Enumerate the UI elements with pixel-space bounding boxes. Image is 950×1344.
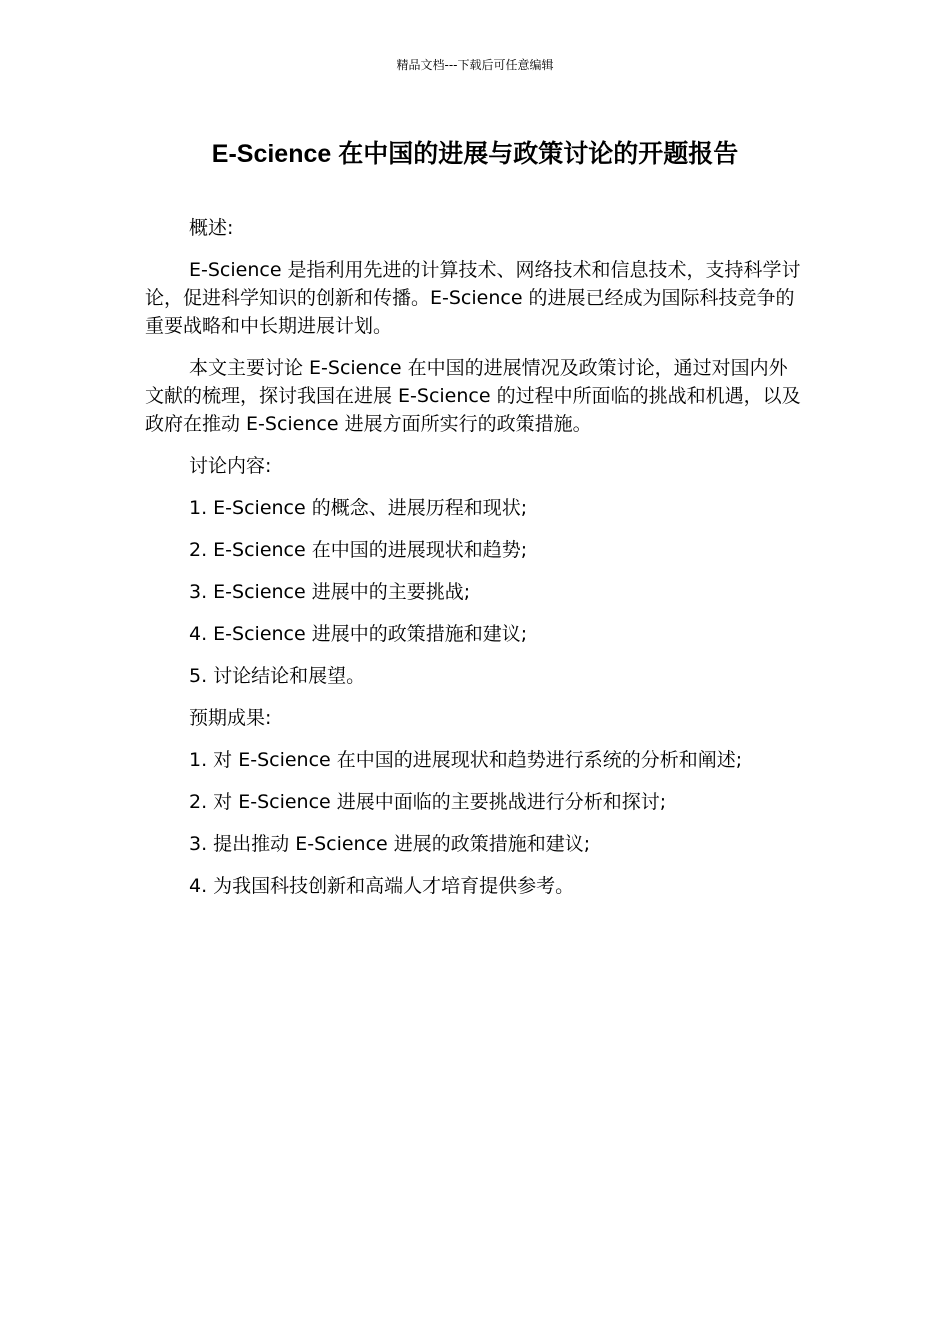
overview-heading: 概述: xyxy=(189,217,234,239)
content-heading: 讨论内容: xyxy=(189,455,272,477)
results-list-item: 4. 为我国科技创新和高端人才培育提供参考。 xyxy=(189,875,575,897)
content-list-item: 4. E-Science 进展中的政策措施和建议; xyxy=(189,623,528,645)
page-header-note: 精品文档---下载后可任意编辑 xyxy=(396,58,554,72)
content-list-item: 1. E-Science 的概念、进展历程和现状; xyxy=(189,497,528,519)
content-list-item: 2. E-Science 在中国的进展现状和趋势; xyxy=(189,539,528,561)
results-list-item: 2. 对 E-Science 进展中面临的主要挑战进行分析和探讨; xyxy=(189,791,667,813)
document-title: E-Science 在中国的进展与政策讨论的开题报告 xyxy=(211,140,739,168)
results-list-item: 1. 对 E-Science 在中国的进展现状和趋势进行系统的分析和阐述; xyxy=(189,749,743,771)
results-list-item: 3. 提出推动 E-Science 进展的政策措施和建议; xyxy=(189,833,591,855)
content-list-item: 5. 讨论结论和展望。 xyxy=(189,665,366,687)
document-body xyxy=(145,214,805,914)
content-list-item: 3. E-Science 进展中的主要挑战; xyxy=(189,581,471,603)
overview-paragraph: 本文主要讨论 E-Science 在中国的进展情况及政策讨论，通过对国内外文献的梳理，探讨我国在进展 E-Science 的过程中所面临的挑战和机遇，以及政府在推动 E-Science 进展方面所实行的政策措施。 xyxy=(145,357,801,435)
results-heading: 预期成果: xyxy=(189,707,272,729)
overview-paragraph: E-Science 是指利用先进的计算技术、网络技术和信息技术，支持科学讨论，促进科学知识的创新和传播。E-Science 的进展已经成为国际科技竞争的重要战略和中长期进展计划。 xyxy=(145,259,801,337)
